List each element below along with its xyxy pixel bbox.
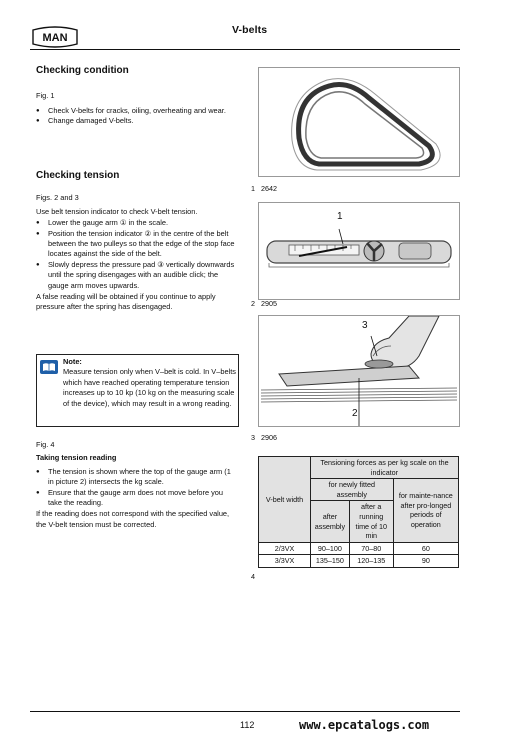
tension-table xyxy=(258,456,459,568)
checking-condition-heading: Checking condition xyxy=(36,65,129,76)
table-header-newly-fitted: for newly fitted assembly xyxy=(311,479,394,501)
tension-intro: Use belt tension indicator to check V-belt tension. xyxy=(36,206,198,216)
figure-2-indicator-image xyxy=(258,202,460,300)
figure-1-code: 2642 xyxy=(261,184,277,193)
figure-1-num: 1 xyxy=(251,184,255,193)
figure-3-callout-2: 2 xyxy=(352,408,358,419)
footer-divider xyxy=(30,711,460,712)
table-header-after-running: after a running time of 10 min xyxy=(349,501,393,542)
table-header-vbelt-width: V-belt width xyxy=(259,457,311,543)
logo-text: MAN xyxy=(42,32,68,44)
header-divider xyxy=(30,49,460,50)
page-title: V-belts xyxy=(232,24,268,36)
figure-3-caption xyxy=(251,433,277,442)
man-logo xyxy=(30,26,80,48)
figure-3-callout-3: 3 xyxy=(362,320,368,331)
table-cell: 90–100 xyxy=(311,542,350,555)
table-cell: 120–135 xyxy=(349,555,393,568)
table-cell: 90 xyxy=(393,555,458,568)
figure-1-caption xyxy=(251,184,277,193)
figure-3-num: 3 xyxy=(251,433,255,442)
figure-4-num: 4 xyxy=(251,572,255,581)
list-item: ● Check V-belts for cracks, oiling, overheating and wear. xyxy=(36,106,236,116)
checking-tension-section xyxy=(36,171,236,313)
figure-2-num: 2 xyxy=(251,299,255,308)
checking-condition-section xyxy=(36,66,236,127)
page-number: 112 xyxy=(240,720,255,730)
table-header-after-assembly: after assembly xyxy=(311,501,350,542)
taking-reading-heading: Taking tension reading xyxy=(36,453,117,463)
list-item: ● Slowly depress the pressure pad ③ vertically downwards until the spring disengages with an audible click; the gauge arm moves upwards. xyxy=(36,260,236,291)
note-title: Note: xyxy=(63,357,82,366)
list-item: ● The tension is shown where the top of the gauge arm (1 in picture 2) intersects the kg scale. xyxy=(36,467,236,488)
figure-3-pressing-image xyxy=(258,315,460,427)
list-item: ● Ensure that the gauge arm does not move before you take the reading. xyxy=(36,488,236,509)
list-item: ● Change damaged V-belts. xyxy=(36,116,236,126)
checking-tension-heading: Checking tension xyxy=(36,170,120,181)
table-cell: 3/3VX xyxy=(259,555,311,568)
figure-1-vbelt-image xyxy=(258,67,460,177)
table-row xyxy=(259,542,459,555)
table-cell: 2/3VX xyxy=(259,542,311,555)
correction-note: If the reading does not correspond with the specified value, the V-belt tension must be corrected. xyxy=(36,509,230,529)
list-item: ● Lower the gauge arm ① in the scale. xyxy=(36,218,236,228)
table-row xyxy=(259,555,459,568)
book-icon xyxy=(40,360,58,374)
figure-2-code: 2905 xyxy=(261,299,277,308)
list-item: ● Position the tension indicator ② in the centre of the belt between the two pulleys so that the edge of the stop face locates against the side of the belt. xyxy=(36,229,236,260)
table-cell: 70–80 xyxy=(349,542,393,555)
note-text: Measure tension only when V–belt is cold. In V–belts which have reached operating temperature tension increases up to 10 kp (10 kg on the measuring scale of the device), which may result in a wrong reading. xyxy=(63,367,236,408)
false-reading-warning: A false reading will be obtained if you continue to apply pressure after the spring has disengaged. xyxy=(36,292,216,312)
table-header-maintenance: for mainte-nance after pro-longed periods of operation xyxy=(393,479,458,543)
watermark-link[interactable]: www.epcatalogs.com xyxy=(299,718,430,732)
figure-2-caption xyxy=(251,299,277,308)
fig1-label: Fig. 1 xyxy=(36,91,55,101)
figs23-label: Figs. 2 and 3 xyxy=(36,193,79,203)
note-box xyxy=(36,354,239,427)
fig4-label: Fig. 4 xyxy=(36,440,55,449)
table-cell: 135–150 xyxy=(311,555,350,568)
taking-reading-section xyxy=(36,440,236,530)
table-cell: 60 xyxy=(393,542,458,555)
figure-2-callout-1: 1 xyxy=(337,211,343,222)
figure-3-code: 2906 xyxy=(261,433,277,442)
table-header-tension-forces: Tensioning forces as per kg scale on the indicator xyxy=(311,457,459,479)
